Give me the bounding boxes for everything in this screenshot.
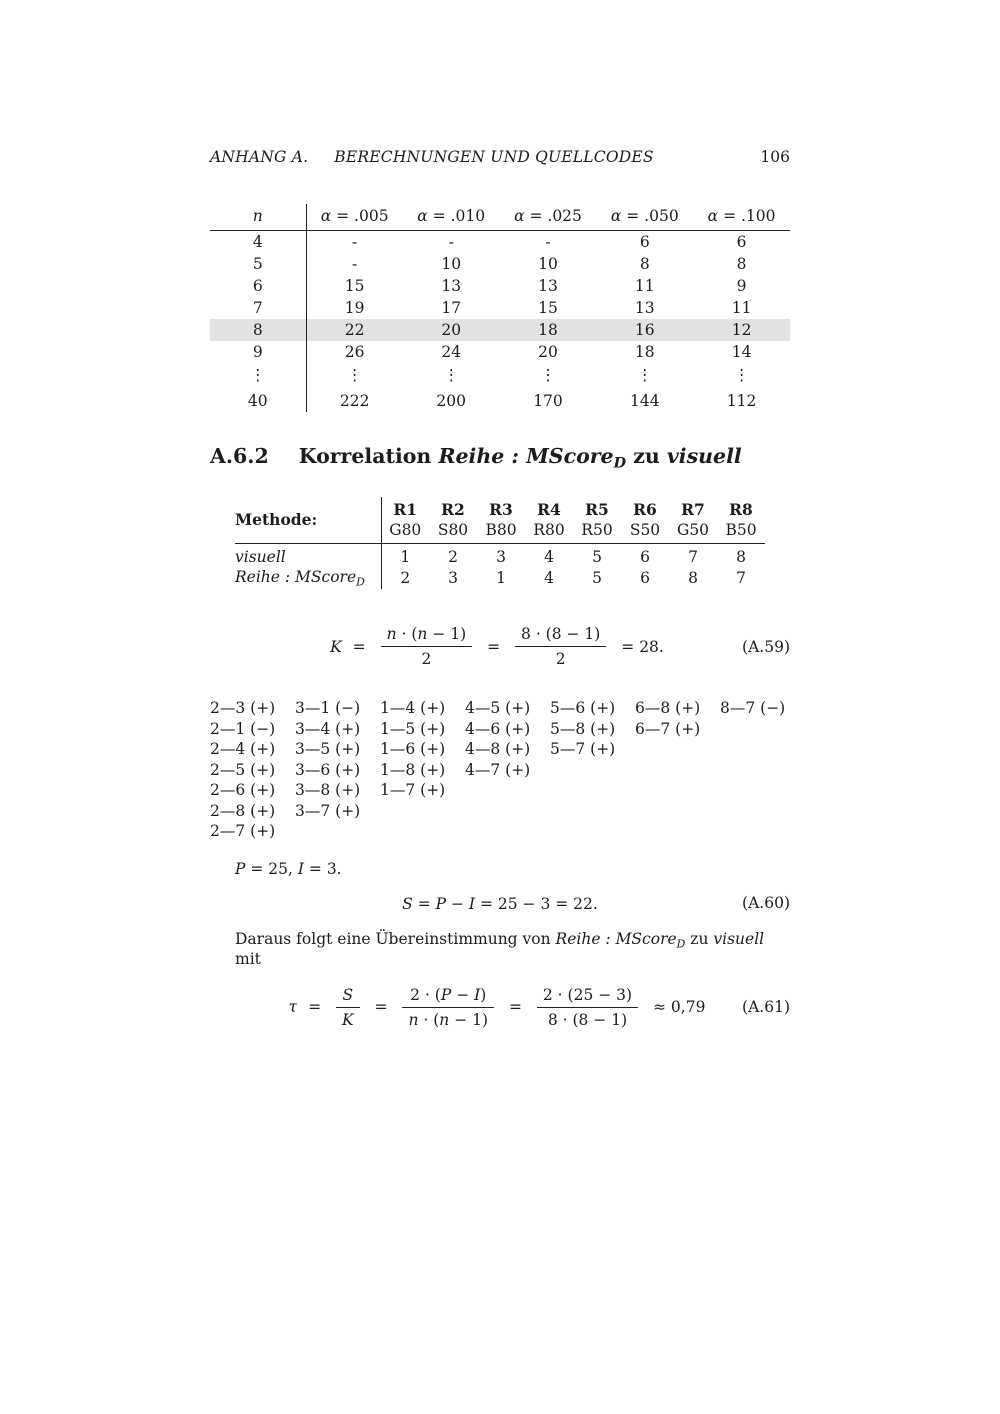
text-run: · (: [396, 625, 418, 644]
pair-item: 3—4 (+): [295, 719, 361, 738]
methode-table-cell: 5: [592, 547, 602, 566]
pair-item: 2—1 (−): [210, 719, 276, 738]
text-run: P: [435, 894, 447, 913]
pairs-column: [295, 698, 380, 842]
text-run: I: [468, 894, 476, 913]
alpha-table-row: [210, 231, 790, 253]
methode-table-cell: 7: [736, 568, 746, 587]
alpha-table-cell: 6: [639, 232, 650, 251]
alpha-table-cell: 10: [538, 254, 558, 273]
text-run: visuell: [666, 443, 742, 468]
methode-table-cell: 8: [736, 547, 746, 566]
fraction-numerator: 8 · (8 − 1): [515, 625, 606, 647]
text-run: −: [451, 985, 475, 1004]
text-run: D: [676, 936, 686, 950]
alpha-table-row: [210, 390, 790, 412]
alpha-table-header-row: [210, 204, 790, 231]
pair-item: 3—1 (−): [295, 699, 361, 718]
pair-item: 6—8 (+): [635, 699, 701, 718]
eq61-result: ≈ 0,79: [653, 998, 706, 1017]
pair-item: 2—5 (+): [210, 760, 276, 779]
alpha-table-cell: 13: [538, 276, 558, 295]
alpha-table-row: [210, 253, 790, 275]
fraction: [515, 625, 606, 668]
pairs-column: [210, 698, 295, 842]
pair-item: 4—7 (+): [465, 760, 531, 779]
fraction-denominator: 2: [555, 650, 566, 669]
text-run: =: [412, 894, 436, 913]
alpha-table-cell: 10: [441, 254, 462, 273]
alpha-table-cell: ⋮: [346, 365, 363, 384]
fraction-denominator: 8 · (8 − 1): [547, 1010, 628, 1029]
pair-item: 6—7 (+): [635, 719, 701, 738]
critical-values-table: [210, 204, 790, 412]
header-title: [210, 148, 654, 166]
eq61-lhs: τ: [288, 998, 298, 1017]
text-run: S: [402, 894, 413, 913]
pair-item: 2—8 (+): [210, 801, 276, 820]
body-paragraph: [210, 930, 790, 968]
alpha-header-cell: [693, 204, 790, 231]
text-run: Reihe : MScore: [555, 929, 677, 948]
alpha-table-cell: 6: [210, 275, 306, 297]
text-run: n: [439, 1010, 450, 1029]
alpha-table-cell: 20: [538, 342, 558, 361]
text-run: α: [417, 207, 428, 225]
methode-col-code: R5: [585, 499, 609, 519]
eq59-lhs: K: [330, 637, 342, 656]
alpha-table-cell: 11: [634, 276, 655, 295]
alpha-table-cell: 5: [210, 253, 306, 275]
header-chapter-label: ANHANG A.: [210, 148, 309, 166]
text-run: α: [707, 207, 719, 225]
equals-sign: =: [487, 637, 501, 656]
alpha-table-cell: 8: [736, 254, 747, 273]
pair-item: 1—8 (+): [380, 760, 446, 779]
alpha-table-cell: 7: [210, 297, 306, 319]
text-run: n: [408, 1010, 419, 1029]
alpha-table-cell: 26: [344, 342, 365, 361]
alpha-table-body: [210, 231, 790, 412]
alpha-table-cell: 24: [441, 342, 462, 361]
text-run: n: [417, 625, 428, 644]
header-chapter-name: BERECHNUNGEN UND QUELLCODES: [334, 148, 654, 166]
methode-table-row: [235, 543, 765, 567]
methode-table-cell: 3: [496, 547, 506, 566]
equals-sign: =: [308, 998, 322, 1017]
text-run: α: [610, 207, 622, 225]
section-title: [298, 443, 742, 471]
alpha-table-cell: 13: [634, 298, 655, 317]
methode-col-name: B50: [717, 520, 765, 544]
page-content: [210, 148, 790, 1029]
pairs-column: [635, 698, 720, 842]
alpha-table-row: [210, 363, 790, 390]
pair-item: 1—4 (+): [380, 699, 446, 718]
alpha-table-cell: 19: [344, 298, 365, 317]
methode-table-cell: 6: [640, 547, 650, 566]
text-run: α: [320, 207, 332, 225]
pair-comparison-list: [210, 698, 790, 842]
alpha-table-cell: ⋮: [733, 365, 750, 384]
fraction: [381, 625, 473, 668]
pair-item: 5—6 (+): [550, 699, 616, 718]
pair-item: 1—6 (+): [380, 740, 446, 759]
fraction-numerator: S: [336, 986, 360, 1008]
text-run: P: [235, 859, 246, 878]
equation-tag: (A.61): [742, 998, 790, 1017]
methode-table-body: [235, 543, 765, 589]
alpha-table-cell: 144: [629, 391, 660, 410]
equation-tag: (A.59): [742, 637, 790, 656]
pair-item: 4—8 (+): [465, 740, 531, 759]
methode-col-code: R2: [441, 499, 465, 519]
methode-row-label: [235, 543, 381, 567]
alpha-table-cell: ⋮: [540, 365, 556, 384]
methode-col-name: B80: [477, 520, 525, 544]
text-run: Reihe : MScore: [438, 443, 614, 468]
text-run: −: [446, 894, 469, 913]
text-run: = 25 − 3 = 22.: [475, 894, 598, 913]
pair-item: 3—7 (+): [295, 801, 361, 820]
methode-table-cell: 2: [400, 568, 411, 587]
pair-item: 4—5 (+): [465, 699, 531, 718]
methode-col-name: S80: [429, 520, 477, 544]
alpha-table-cell: 11: [731, 298, 752, 317]
text-run: = .010: [427, 207, 486, 225]
equation-tag: (A.60): [742, 894, 790, 913]
methode-col-name: G50: [669, 520, 717, 544]
eq60-body: [402, 894, 598, 912]
methode-col-code: R4: [537, 499, 561, 519]
section-heading: [210, 444, 790, 471]
alpha-table-cell: 6: [736, 232, 747, 251]
equation-a61: [210, 986, 790, 1029]
text-run: − 1): [449, 1010, 489, 1029]
methode-col-name: S50: [621, 520, 669, 544]
pair-item: 2—4 (+): [210, 740, 276, 759]
alpha-table-cell: 4: [210, 231, 306, 253]
alpha-header-cell: [306, 204, 403, 231]
alpha-table-cell: 8: [639, 254, 650, 273]
fraction: [336, 986, 360, 1029]
alpha-table-row: [210, 275, 790, 297]
pair-item: 4—6 (+): [465, 719, 531, 738]
fraction: [402, 986, 494, 1029]
alpha-table-cell: 12: [731, 320, 752, 339]
equals-sign: =: [352, 637, 366, 656]
equation-a60: [210, 894, 790, 913]
pairs-column: [550, 698, 635, 842]
text-run: D: [356, 575, 365, 589]
pair-item: 2—7 (+): [210, 822, 276, 841]
methode-table-cell: 3: [448, 568, 458, 587]
pair-item: 1—5 (+): [380, 719, 446, 738]
alpha-table-cell: 15: [344, 276, 365, 295]
pair-item: 2—6 (+): [210, 781, 276, 800]
pairs-column: [465, 698, 550, 842]
text-run: = .005: [331, 207, 389, 225]
pairs-column: [720, 698, 785, 842]
text-run: zu: [626, 443, 667, 468]
methode-table-cell: 4: [544, 568, 554, 587]
text-run: − 1): [427, 625, 467, 644]
text-run: I: [297, 859, 304, 878]
alpha-table-cell: ⋮: [637, 365, 653, 384]
pair-item: 8—7 (−): [720, 699, 786, 718]
text-run: = 3.: [303, 859, 342, 878]
alpha-table-cell: 9: [736, 276, 747, 295]
methode-col-name: R80: [525, 520, 573, 544]
methode-table: [235, 497, 765, 589]
p-i-summary-line: [235, 860, 790, 878]
equals-sign: =: [374, 998, 388, 1017]
methode-col-code: R8: [729, 499, 753, 519]
methode-table-cell: 1: [496, 568, 506, 587]
section-number: A.6.2: [210, 443, 269, 468]
methode-col-code: R3: [489, 499, 513, 519]
alpha-table-cell: 20: [441, 320, 462, 339]
pair-item: 5—7 (+): [550, 740, 616, 759]
methode-table-row: [235, 567, 765, 589]
text-run: mit: [235, 949, 261, 968]
alpha-table-cell: 40: [210, 390, 306, 412]
alpha-table-cell: 13: [441, 276, 462, 295]
equals-sign: =: [508, 998, 522, 1017]
pair-item: 3—8 (+): [295, 781, 361, 800]
alpha-table-cell: 17: [441, 298, 462, 317]
methode-table-cell: 1: [400, 547, 411, 566]
text-run: · (: [418, 1010, 440, 1029]
alpha-table-cell: -: [448, 232, 454, 251]
alpha-table-row: [210, 297, 790, 319]
methode-col-code: R7: [681, 499, 705, 519]
alpha-header-cell: [500, 204, 597, 231]
methode-label: Methode:: [235, 497, 381, 544]
alpha-table-cell: 200: [436, 391, 466, 410]
fraction-denominator: K: [342, 1010, 354, 1029]
fraction-denominator: [402, 1008, 494, 1029]
methode-table-cell: 8: [688, 568, 698, 587]
pair-item: 5—8 (+): [550, 719, 616, 738]
methode-table-cell: 6: [640, 568, 650, 587]
text-run: ): [480, 985, 487, 1004]
alpha-table-cell: 112: [726, 391, 757, 410]
eq59-result: = 28.: [621, 637, 664, 656]
text-run: = .100: [718, 207, 776, 225]
text-run: visuell: [235, 547, 286, 566]
alpha-table-cell: 18: [538, 320, 558, 339]
methode-col-name: G80: [381, 520, 429, 544]
alpha-table-cell: 15: [538, 298, 558, 317]
text-run: Reihe : MScore: [235, 567, 357, 586]
text-run: P: [440, 985, 452, 1004]
text-run: = .025: [524, 207, 582, 225]
methode-table-cell: 7: [688, 547, 698, 566]
text-run: I: [474, 985, 481, 1004]
pair-item: 3—5 (+): [295, 740, 361, 759]
alpha-table-row: [210, 341, 790, 363]
methode-col-name: R50: [573, 520, 621, 544]
fraction-numerator: [381, 625, 473, 647]
fraction: [537, 986, 638, 1029]
text-run: α: [514, 207, 525, 225]
text-run: n: [252, 207, 263, 225]
methode-row-label: [235, 567, 381, 589]
text-run: zu: [685, 929, 714, 948]
alpha-table-cell: ⋮: [210, 363, 306, 390]
alpha-header-cell: [210, 204, 306, 231]
equation-a59: [210, 625, 790, 668]
alpha-table-cell: 170: [533, 391, 563, 410]
alpha-table-cell: -: [545, 232, 551, 251]
alpha-table-cell: 16: [634, 320, 655, 339]
fraction-numerator: [402, 986, 494, 1008]
alpha-table-cell: 222: [339, 391, 370, 410]
alpha-table-cell: 22: [344, 320, 365, 339]
pair-item: 2—3 (+): [210, 699, 276, 718]
alpha-header-cell: [596, 204, 693, 231]
pair-item: 1—7 (+): [380, 781, 446, 800]
text-run: D: [613, 454, 627, 471]
alpha-table-cell: -: [352, 232, 358, 251]
running-header: [210, 148, 790, 166]
text-run: = .050: [621, 207, 679, 225]
methode-col-code: R6: [633, 499, 657, 519]
methode-table-cell: 5: [592, 568, 602, 587]
pair-item: 3—6 (+): [295, 760, 361, 779]
text-run: = 25,: [245, 859, 298, 878]
text-run: Korrelation: [298, 443, 439, 468]
alpha-table-cell: 14: [731, 342, 752, 361]
methode-col-code: R1: [393, 499, 418, 519]
alpha-table-cell: 9: [210, 341, 306, 363]
methode-table-cell: 2: [448, 547, 458, 566]
alpha-table-row: [210, 319, 790, 341]
methode-table-cell: 4: [544, 547, 554, 566]
alpha-table-cell: -: [352, 254, 358, 273]
pairs-column: [380, 698, 465, 842]
page-number: 106: [760, 148, 790, 166]
alpha-table-cell: ⋮: [443, 365, 459, 384]
fraction-numerator: 2 · (25 − 3): [537, 986, 638, 1008]
alpha-table-cell: 18: [634, 342, 655, 361]
text-run: Daraus folgt eine Übereinstimmung von: [235, 929, 556, 948]
methode-header-row-codes: [235, 497, 765, 520]
alpha-table-cell: 8: [210, 319, 306, 341]
text-run: 2 · (: [410, 985, 441, 1004]
fraction-denominator: 2: [421, 650, 432, 669]
alpha-header-cell: [403, 204, 500, 231]
text-run: visuell: [713, 929, 765, 948]
text-run: n: [386, 625, 397, 644]
